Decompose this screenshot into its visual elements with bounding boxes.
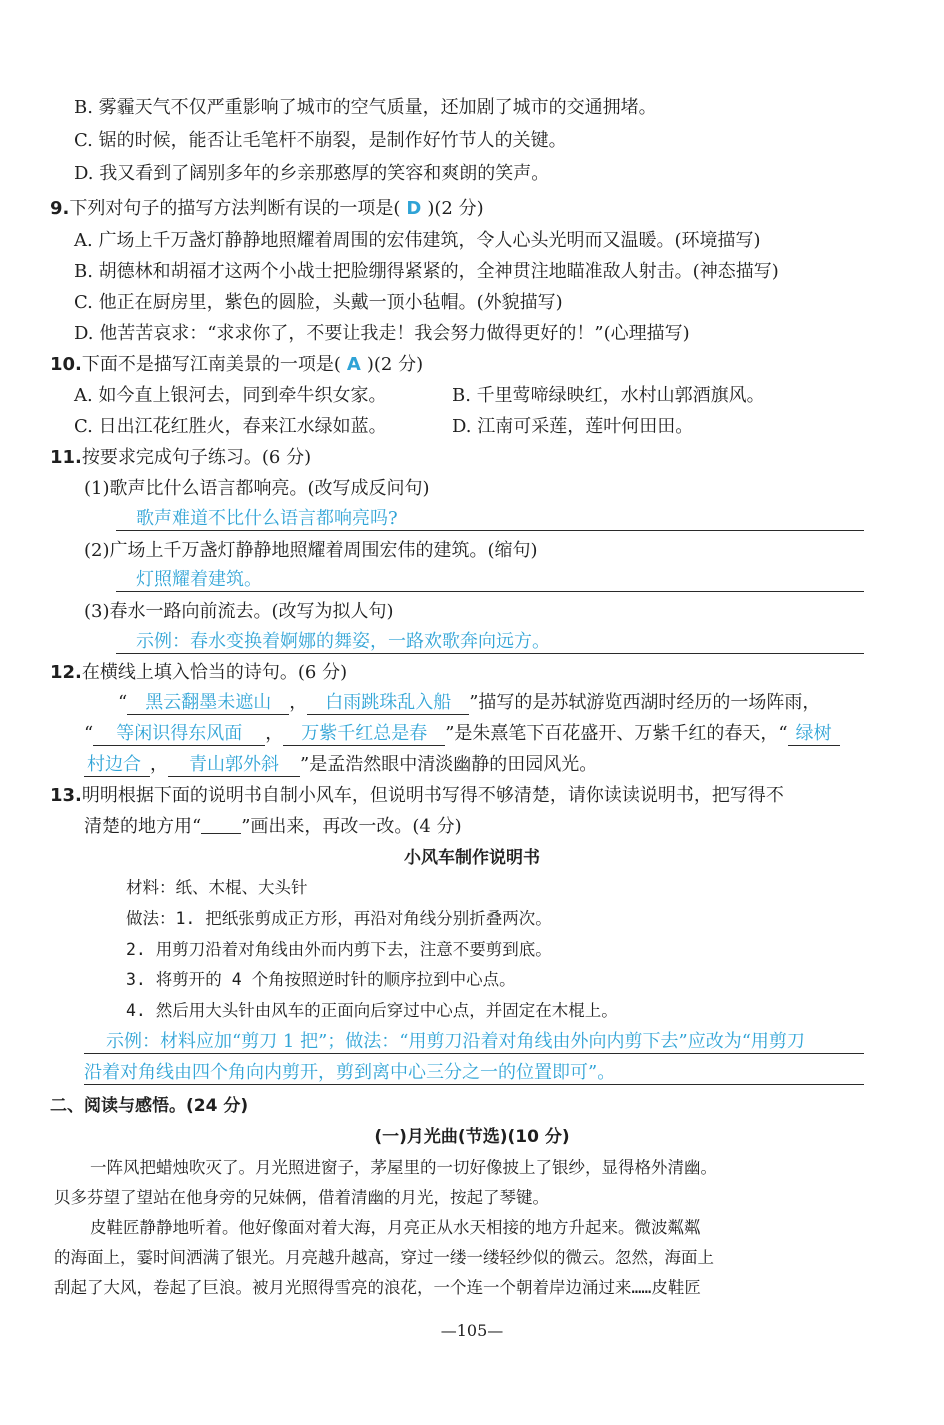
q11-prompt-1: (1)歌声比什么语言都响亮。(改写成反问句) xyxy=(84,478,430,499)
q12-stem-text: 在横线上填入恰当的诗句。(6 分) xyxy=(81,662,348,683)
q8-option-b: B. 雾霾天气不仅严重影响了城市的空气质量，还加剧了城市的交通拥堵。 xyxy=(74,97,657,118)
q13-stem-line-2: 清楚的地方用“ ”画出来，再改一改。(4 分) xyxy=(84,816,462,837)
q12-blank-1: 黑云翻墨未遮山 xyxy=(127,692,289,715)
q12-text-1: ”描写的是苏轼游览西湖时经历的一场阵雨， xyxy=(469,692,821,713)
q9-stem-score: )(2 分) xyxy=(427,198,484,219)
q9-option-c: C. 他正在厨房里，紫色的圆脸，头戴一顶小毡帽。(外貌描写) xyxy=(74,292,563,313)
q11-prompt-3: (3)春水一路向前流去。(改写为拟人句) xyxy=(84,601,394,622)
q10-option-b: B. 千里莺啼绿映红，水村山郭酒旗风。 xyxy=(452,385,765,406)
q12-line-3: 村边合 ， 青山郭外斜 ”是孟浩然眼中清淡幽静的田园风光。 xyxy=(84,752,597,778)
q9-answer: D xyxy=(406,198,422,219)
q12-text-2: ”是朱熹笔下百花盛开、万紫千红的春天，“ xyxy=(445,723,788,744)
q13-manual-step-2: 2. 用剪刀沿着对角线由外而内剪下去，注意不要剪到底。 xyxy=(126,940,552,959)
q13-manual-step-1: 做法：1. 把纸张剪成正方形，再沿对角线分别折叠两次。 xyxy=(126,909,552,928)
q12-blank-2: 白雨跳珠乱入船 xyxy=(307,692,469,715)
passage-p1-line-1: 一阵风把蜡烛吹灭了。月光照进窗子，茅屋里的一切好像披上了银纱，显得格外清幽。 xyxy=(90,1158,717,1177)
q12-number: 12. xyxy=(50,662,82,683)
q12-line-1: “ 黑云翻墨未遮山 ， 白雨跳珠乱入船 ”描写的是苏轼游览西湖时经历的一场阵雨， xyxy=(118,692,821,713)
q13-underline-sample xyxy=(201,815,241,834)
q12-blank-5-part-1: 绿树 xyxy=(788,723,840,746)
q9-option-b: B. 胡德林和胡福才这两个小战士把脸绷得紧紧的，全神贯注地瞄准敌人射击。(神态描写) xyxy=(74,261,779,282)
q12-stem xyxy=(50,660,347,686)
q12-blank-3: 等闲识得东风面 xyxy=(93,723,265,746)
passage-p2-line-1: 皮鞋匠静静地听着。他好像面对着大海，月亮正从水天相接的地方升起来。微波粼粼 xyxy=(90,1218,701,1237)
q11-answer-1: 歌声难道不比什么语言都响亮吗? xyxy=(136,508,398,529)
q11-prompt-2: (2)广场上千万盏灯静静地照耀着周围宏伟的建筑。(缩句) xyxy=(84,540,538,561)
q13-manual-materials: 材料：纸、木棍、大头针 xyxy=(126,878,308,897)
q13-answer-line-1: 示例：材料应加“剪刀 1 把”；做法：“用剪刀沿着对角线由外向内剪下去”应改为“用剪刀 xyxy=(106,1031,805,1052)
q10-stem-score: )(2 分) xyxy=(366,354,424,375)
q9-stem-text: 下列对句子的描写方法判断有误的一项是( xyxy=(69,198,401,219)
q13-stem-line-1 xyxy=(50,783,784,809)
q11-answer-3-underline xyxy=(116,653,864,654)
q9-stem xyxy=(50,196,484,222)
q12-blank-6: 青山郭外斜 xyxy=(168,754,300,777)
q12-blank-5-part-2: 村边合 xyxy=(84,754,150,777)
passage-p1-line-2: 贝多芬望了望站在他身旁的兄妹俩，借着清幽的月光，按起了琴键。 xyxy=(54,1188,549,1207)
q11-answer-2-underline xyxy=(116,591,864,592)
passage-p2-line-2: 的海面上，霎时间洒满了银光。月亮越升越高，穿过一缕一缕轻纱似的微云。忽然，海面上 xyxy=(54,1248,714,1267)
q8-option-d: D. 我又看到了阔别多年的乡亲那憨厚的笑容和爽朗的笑声。 xyxy=(74,163,550,184)
q10-answer: A xyxy=(346,354,361,375)
q9-option-d: D. 他苦苦哀求：“求求你了，不要让我走！我会努力做得更好的！”(心理描写) xyxy=(74,323,690,344)
page-number: —105— xyxy=(440,1321,504,1340)
q11-answer-2: 灯照耀着建筑。 xyxy=(136,569,262,590)
q11-stem-text: 按要求完成句子练习。(6 分) xyxy=(81,447,312,468)
q9-option-a: A. 广场上千万盏灯静静地照耀着周围的宏伟建筑，令人心头光明而又温暖。(环境描写) xyxy=(74,230,761,251)
q12-text-3: ”是孟浩然眼中清淡幽静的田园风光。 xyxy=(300,754,598,775)
q11-number: 11. xyxy=(50,447,82,468)
q13-answer-line-2: 沿着对角线由四个角向内剪开，剪到离中心三分之一的位置即可”。 xyxy=(84,1062,616,1083)
q8-option-c: C. 锯的时候，能否让毛笔杆不崩裂，是制作好竹节人的关键。 xyxy=(74,130,567,151)
q10-stem xyxy=(50,352,423,378)
q11-stem xyxy=(50,445,311,471)
q13-answer-underline-2 xyxy=(84,1084,864,1085)
q10-option-c: C. 日出江花红胜火，春来江水绿如蓝。 xyxy=(74,416,387,437)
section-2-heading: 二、阅读与感悟。(24 分) xyxy=(50,1096,249,1116)
q12-line-2: “ 等闲识得东风面 ， 万紫千红总是春 ”是朱熹笔下百花盛开、万紫千红的春天，“ 绿树 xyxy=(84,721,840,747)
q10-option-d: D. 江南可采莲，莲叶何田田。 xyxy=(452,416,694,437)
q12-blank-4: 万紫千红总是春 xyxy=(283,723,445,746)
passage-title: (一)月光曲(节选)(10 分) xyxy=(374,1127,570,1147)
passage-p2-line-3: 刮起了大风，卷起了巨浪。被月光照得雪亮的浪花，一个连一个朝着岸边涌过来……皮鞋匠 xyxy=(54,1278,701,1297)
q9-number: 9. xyxy=(50,198,70,219)
q10-stem-text: 下面不是描写江南美景的一项是( xyxy=(81,354,341,375)
q13-manual-title: 小风车制作说明书 xyxy=(404,848,540,868)
q11-answer-3: 示例：春水变换着婀娜的舞姿，一路欢歌奔向远方。 xyxy=(136,631,550,652)
q13-manual-step-3: 3. 将剪开的 4 个角按照逆时针的顺序拉到中心点。 xyxy=(126,970,516,989)
q13-answer-underline-1 xyxy=(84,1053,864,1054)
q13-manual-step-4: 4. 然后用大头针由风车的正面向后穿过中心点，并固定在木棍上。 xyxy=(126,1001,618,1020)
q11-answer-1-underline xyxy=(116,530,864,531)
q10-option-a: A. 如今直上银河去，同到牵牛织女家。 xyxy=(74,385,387,406)
q10-number: 10. xyxy=(50,354,82,375)
q13-stem-text-1: 明明根据下面的说明书自制小风车，但说明书写得不够清楚，请你读读说明书，把写得不 xyxy=(81,785,784,806)
q13-number: 13. xyxy=(50,785,82,806)
